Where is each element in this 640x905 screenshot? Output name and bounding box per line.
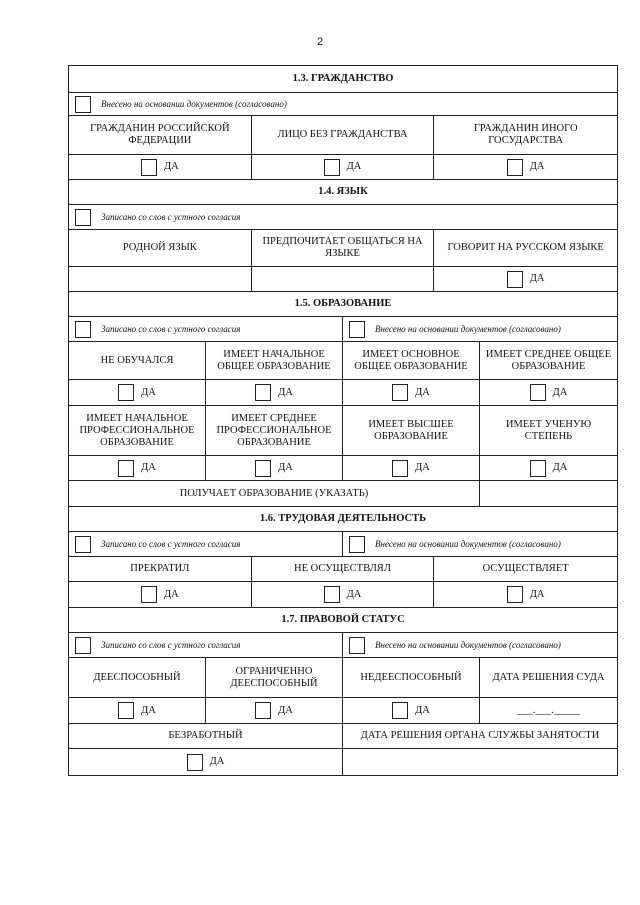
checkbox-docs[interactable] — [349, 536, 365, 553]
option-label: ЛИЦО БЕЗ ГРАЖДАНСТВА — [252, 116, 435, 154]
note-docs-label: Внесено на основании документов (согласовано) — [375, 324, 561, 334]
note-docs-label: Внесено на основании документов (согласовано) — [101, 99, 287, 109]
option-label: ДЕЕСПОСОБНЫЙ — [69, 658, 206, 697]
language-options — [69, 230, 617, 267]
option-label: ГОВОРИТ НА РУССКОМ ЯЗЫКЕ — [447, 242, 604, 253]
page-number: 2 — [316, 36, 324, 48]
section-title: 1.7. ПРАВОВОЙ СТАТУС — [281, 614, 405, 625]
checkbox-yes[interactable] — [530, 384, 546, 401]
option-label: ОГРАНИЧЕННО ДЕЕСПОСОБНЫЙ — [206, 658, 343, 697]
checkbox-yes[interactable] — [255, 384, 271, 401]
checkbox-yes[interactable] — [118, 702, 134, 719]
option-label: ПРЕДПОЧИТАЕТ ОБЩАТЬСЯ НА ЯЗЫКЕ — [252, 230, 435, 266]
option-label: ИМЕЕТ НАЧАЛЬНОЕ ПРОФЕССИОНАЛЬНОЕ ОБРАЗОВАНИЕ — [69, 406, 206, 455]
section-header-language — [69, 180, 617, 205]
option-label: ИМЕЕТ СРЕДНЕЕ ПРОФЕССИОНАЛЬНОЕ ОБРАЗОВАНИЕ — [206, 406, 343, 455]
note-row — [69, 532, 617, 557]
note-oral-label: Записано со слов с устного согласия — [101, 539, 241, 549]
education-checkboxes-1: ДА ДА ДА ДА — [69, 380, 617, 406]
note-row — [69, 633, 617, 658]
checkbox-yes[interactable] — [141, 159, 157, 176]
date-blank: ___.___._____ — [517, 704, 580, 716]
receiving-field[interactable] — [480, 481, 617, 506]
education-options-1 — [69, 342, 617, 380]
checkbox-yes[interactable] — [187, 754, 203, 771]
language-inputs: ДА — [69, 267, 617, 292]
section-header-education — [69, 292, 617, 317]
checkbox-yes[interactable] — [392, 384, 408, 401]
checkbox-docs[interactable] — [349, 321, 365, 338]
note-docs-label: Внесено на основании документов (согласовано) — [375, 539, 561, 549]
section-header-work — [69, 507, 617, 532]
receiving-label: ПОЛУЧАЕТ ОБРАЗОВАНИЕ (УКАЗАТЬ) — [69, 481, 480, 506]
note-row — [69, 317, 617, 342]
legal-options — [69, 658, 617, 698]
checkbox-yes[interactable] — [324, 159, 340, 176]
option-label: ГРАЖДАНИН РОССИЙСКОЙ ФЕДЕРАЦИИ — [69, 116, 252, 154]
checkbox-oral[interactable] — [75, 637, 91, 654]
option-label: НЕДЕЕСПОСОБНЫЙ — [343, 658, 480, 697]
checkbox-yes[interactable] — [255, 460, 271, 477]
work-options — [69, 557, 617, 582]
employment-date-field[interactable] — [343, 749, 617, 775]
section-title: 1.4. ЯЗЫК — [318, 186, 368, 197]
education-receiving-row — [69, 481, 617, 507]
employment-inputs: ДА — [69, 749, 617, 775]
citizenship-checkboxes: ДА ДА ДА — [69, 155, 617, 180]
checkbox-yes[interactable] — [141, 586, 157, 603]
checkbox-yes[interactable] — [255, 702, 271, 719]
checkbox-docs[interactable] — [75, 96, 91, 113]
section-header-citizenship — [69, 66, 617, 93]
checkbox-yes[interactable] — [507, 586, 523, 603]
option-label: ИМЕЕТ СРЕДНЕЕ ОБЩЕЕ ОБРАЗОВАНИЕ — [485, 348, 612, 372]
checkbox-yes[interactable] — [118, 460, 134, 477]
education-options-2 — [69, 406, 617, 456]
option-label: ИМЕЕТ ОСНОВНОЕ ОБЩЕЕ ОБРАЗОВАНИЕ — [343, 342, 480, 379]
note-row — [69, 205, 617, 230]
checkbox-yes[interactable] — [530, 460, 546, 477]
section-title: 1.5. ОБРАЗОВАНИЕ — [294, 298, 392, 309]
employment-labels — [69, 724, 617, 749]
checkbox-yes[interactable] — [507, 271, 523, 288]
option-label: НЕ ОСУЩЕСТВЛЯЛ — [252, 557, 435, 581]
form-table — [68, 65, 618, 776]
work-checkboxes: ДА ДА ДА — [69, 582, 617, 608]
citizenship-options — [69, 116, 617, 155]
option-label: НЕ ОБУЧАЛСЯ — [69, 342, 206, 379]
checkbox-oral[interactable] — [75, 209, 91, 226]
note-oral-label: Записано со слов с устного согласия — [101, 640, 241, 650]
education-checkboxes-2: ДА ДА ДА ДА — [69, 456, 617, 481]
section-title: 1.3. ГРАЖДАНСТВО — [292, 73, 394, 84]
option-label: ИМЕЕТ ВЫСШЕЕ ОБРАЗОВАНИЕ — [343, 406, 480, 455]
checkbox-yes[interactable] — [392, 460, 408, 477]
checkbox-yes[interactable] — [507, 159, 523, 176]
preferred-language-field[interactable] — [252, 267, 435, 291]
legal-checkboxes: ДА ДА ДА ___.___._____ — [69, 698, 617, 724]
note-row — [69, 93, 617, 116]
checkbox-yes[interactable] — [118, 384, 134, 401]
section-title: 1.6. ТРУДОВАЯ ДЕЯТЕЛЬНОСТЬ — [259, 513, 427, 524]
checkbox-oral[interactable] — [75, 321, 91, 338]
unemployed-label: БЕЗРАБОТНЫЙ — [69, 724, 343, 748]
option-label: ДАТА РЕШЕНИЯ СУДА — [492, 671, 605, 683]
option-label: ИМЕЕТ НАЧАЛЬНОЕ ОБЩЕЕ ОБРАЗОВАНИЕ — [206, 342, 343, 379]
note-oral-label: Записано со слов с устного согласия — [101, 324, 241, 334]
checkbox-docs[interactable] — [349, 637, 365, 654]
option-label: ОСУЩЕСТВЛЯЕТ — [482, 563, 569, 574]
option-label: ИМЕЕТ УЧЕНУЮ СТЕПЕНЬ — [505, 418, 592, 442]
option-label: ПРЕКРАТИЛ — [69, 557, 252, 581]
court-date-field[interactable] — [480, 698, 617, 723]
checkbox-yes[interactable] — [392, 702, 408, 719]
section-header-legal — [69, 608, 617, 633]
option-label: РОДНОЙ ЯЗЫК — [69, 230, 252, 266]
option-label: ГРАЖДАНИН ИНОГО ГОСУДАРСТВА — [473, 123, 578, 146]
employment-date-label: ДАТА РЕШЕНИЯ ОРГАНА СЛУЖБЫ ЗАНЯТОСТИ — [360, 730, 600, 741]
checkbox-yes[interactable] — [324, 586, 340, 603]
note-oral-label: Записано со слов с устного согласия — [101, 212, 241, 222]
checkbox-oral[interactable] — [75, 536, 91, 553]
note-docs-label: Внесено на основании документов (согласовано) — [375, 640, 561, 650]
native-language-field[interactable] — [69, 267, 252, 291]
